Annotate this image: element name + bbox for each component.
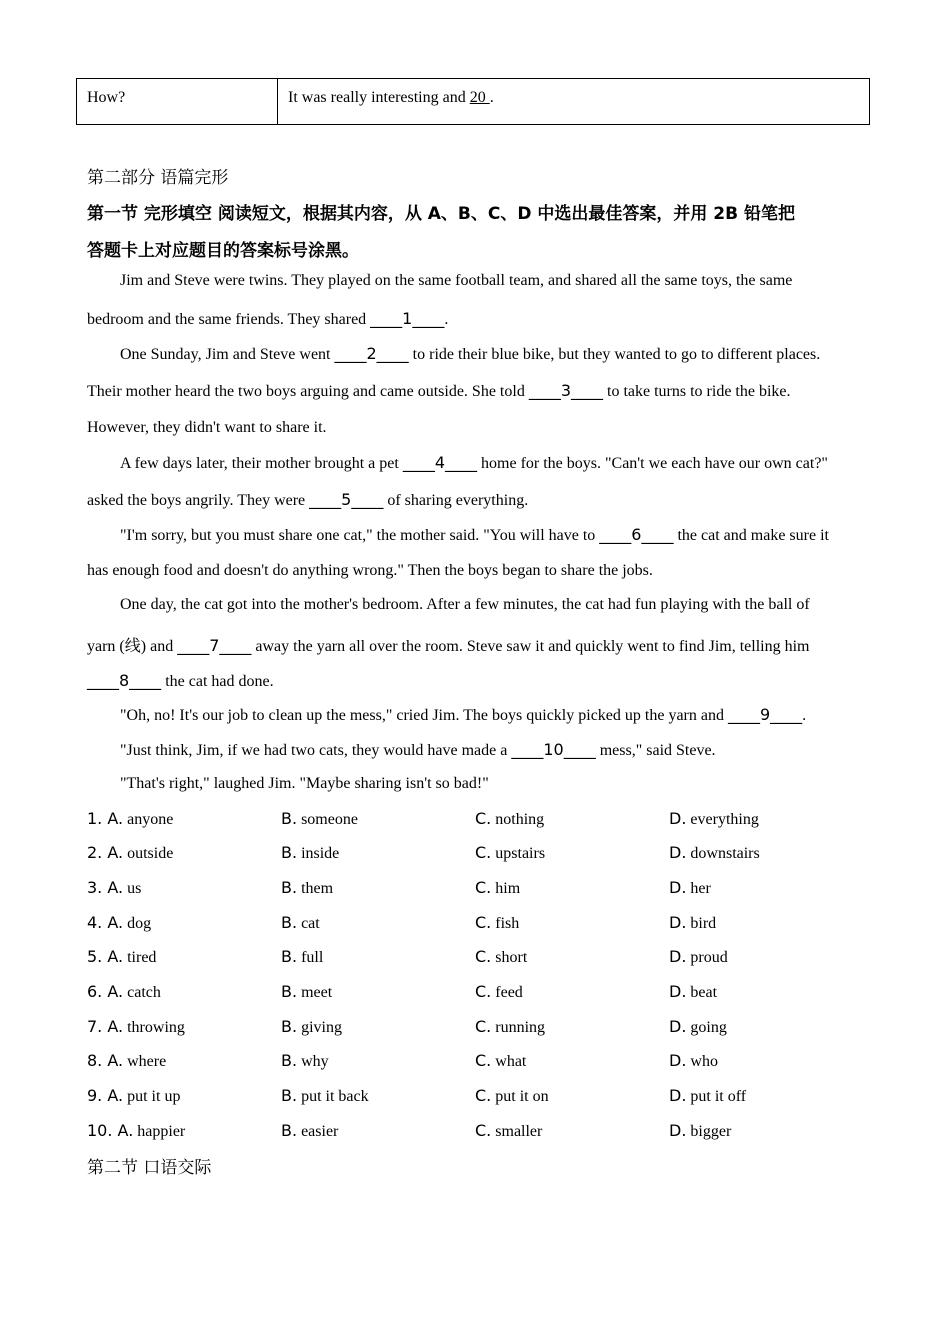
option-label: B. [281,982,298,1001]
option-label: C. [475,843,492,862]
question-3-option-d[interactable] [669,878,711,898]
option-label: 7. A. [87,1017,124,1036]
answer-text: It was really interesting and [288,89,470,106]
question-6-option-b[interactable] [281,982,332,1002]
option-label: 5. A. [87,947,124,966]
question-6-option-d[interactable] [669,982,717,1002]
question-3-option-c[interactable] [475,878,520,898]
option-text: her [690,880,711,897]
option-label: C. [475,913,492,932]
question-7-option-d[interactable] [669,1017,727,1037]
blank-5: ____5____ [309,490,384,509]
question-9-option-a[interactable] [87,1086,180,1106]
option-text: bird [690,915,717,932]
passage-p7-line1: "Just think, Jim, if we had two cats, they would have made a ____10____ mess," said Steve. [120,740,716,759]
blank-6: ____6____ [599,525,674,544]
question-1-option-a[interactable] [87,809,173,829]
option-text: everything [690,811,759,828]
option-text: put it on [495,1088,549,1105]
question-8-option-d[interactable] [669,1051,718,1071]
blank-4: ____4____ [402,453,478,472]
option-text: anyone [127,811,174,828]
option-label: 6. A. [87,982,124,1001]
blank-7: ____7____ [177,636,252,655]
question-7-option-c[interactable] [475,1017,545,1037]
option-label: D. [669,1121,687,1140]
option-text: short [495,949,528,966]
option-text: feed [495,984,523,1001]
option-text: fish [495,915,520,932]
passage-p4-line1: "I'm sorry, but you must share one cat," the mother said. "You will have to ____6____ the cat and make sure it [120,525,829,544]
option-text: tired [127,949,157,966]
question-3-option-b[interactable] [281,878,333,898]
option-text: running [495,1019,546,1036]
passage-p2-line1: One Sunday, Jim and Steve went ____2____ to ride their blue bike, but they wanted to go to different places. [120,344,821,363]
option-text: proud [690,949,728,966]
question-7-option-a[interactable] [87,1017,185,1037]
option-label: D. [669,878,687,897]
option-text: put it off [690,1088,747,1105]
option-label: C. [475,947,492,966]
question-2-option-a[interactable] [87,843,173,863]
question-2-option-b[interactable] [281,843,339,863]
question-6-option-a[interactable] [87,982,161,1002]
option-text: downstairs [690,845,760,862]
part2-heading: 第二部分 语篇完形 [87,168,229,188]
question-4-option-c[interactable] [475,913,519,933]
section2-heading: 第二节 口语交际 [87,1158,212,1178]
passage-p5-line2: yarn (线) and ____7____ away the yarn all over the room. Steve saw it and quickly went to find Jim, telling him [87,636,810,655]
question-10-option-a[interactable] [87,1121,185,1141]
option-label: B. [281,1121,298,1140]
option-text: nothing [495,811,545,828]
option-label: 1. A. [87,809,124,828]
option-text: smaller [495,1123,543,1140]
blank-9: ____9____ [727,705,803,724]
question-4-option-a[interactable] [87,913,151,933]
option-text: easier [301,1123,339,1140]
option-text: happier [137,1123,186,1140]
question-8-option-a[interactable] [87,1051,166,1071]
blank-1: ____1____ [370,309,445,328]
option-text: throwing [127,1019,185,1036]
option-text: full [301,949,324,966]
answer-period: . [489,89,494,106]
option-label: C. [475,1051,492,1070]
question-9-option-b[interactable] [281,1086,369,1106]
blank-3: ____3____ [528,381,604,400]
option-text: where [127,1053,167,1070]
option-text: outside [127,845,174,862]
option-text: put it back [301,1088,369,1105]
option-label: B. [281,1017,298,1036]
table-cell-how: How? [87,89,126,106]
question-10-option-b[interactable] [281,1121,338,1141]
question-1-option-b[interactable] [281,809,358,829]
blank-10: ____10____ [511,740,596,759]
option-label: B. [281,913,298,932]
option-label: B. [281,843,298,862]
option-text: cat [301,915,320,932]
option-text: why [301,1053,329,1070]
passage-p5-line1: One day, the cat got into the mother's bedroom. After a few minutes, the cat had fun playing with the ball of [120,596,810,613]
option-label: 2. A. [87,843,124,862]
option-label: D. [669,843,687,862]
question-6-option-c[interactable] [475,982,523,1002]
option-text: put it up [127,1088,181,1105]
option-label: C. [475,982,492,1001]
question-8-option-c[interactable] [475,1051,526,1071]
question-7-option-b[interactable] [281,1017,342,1037]
option-text: us [127,880,142,897]
option-label: D. [669,947,687,966]
option-label: B. [281,1051,298,1070]
option-text: beat [690,984,718,1001]
table-cell-answer [288,89,494,107]
option-text: who [690,1053,718,1070]
passage-p4-line2: has enough food and doesn't do anything wrong." Then the boys began to share the jobs. [87,562,653,579]
passage-p1-line2: bedroom and the same friends. They shared ____1____. [87,309,449,328]
question-8-option-b[interactable] [281,1051,329,1071]
option-label: B. [281,809,298,828]
question-10-option-c[interactable] [475,1121,542,1141]
option-label: D. [669,1017,687,1036]
option-text: upstairs [495,845,546,862]
option-text: him [495,880,521,897]
question-1-option-d[interactable] [669,809,759,829]
option-text: what [495,1053,527,1070]
option-label: D. [669,913,687,932]
passage-p3-line2: asked the boys angrily. They were ____5____ of sharing everything. [87,490,529,509]
option-text: meet [301,984,333,1001]
question-5-option-b[interactable] [281,947,323,967]
option-text: bigger [690,1123,732,1140]
passage-p5-line3: ____8____ the cat had done. [87,671,274,690]
option-label: 10. A. [87,1121,134,1140]
passage-p3-line1: A few days later, their mother brought a pet ____4____ home for the boys. "Can't we each have our own cat?" [120,453,828,472]
table-divider [277,79,278,124]
option-label: 4. A. [87,913,124,932]
option-label: C. [475,878,492,897]
option-label: D. [669,1086,687,1105]
option-label: C. [475,1017,492,1036]
blank-20: 20 [469,89,490,106]
question-2-option-d[interactable] [669,843,760,863]
option-label: B. [281,947,298,966]
option-text: going [690,1019,727,1036]
option-label: 8. A. [87,1051,124,1070]
question-4-option-d[interactable] [669,913,716,933]
option-label: C. [475,1121,492,1140]
option-label: D. [669,1051,687,1070]
question-3-option-a[interactable] [87,878,141,898]
question-2-option-c[interactable] [475,843,545,863]
option-label: C. [475,809,492,828]
question-5-option-d[interactable] [669,947,728,967]
passage-p2-line2: Their mother heard the two boys arguing and came outside. She told ____3____ to take turns to ride the bike. [87,381,791,400]
section1-instruction-line1: 第一节 完形填空 阅读短文，根据其内容，从 A、B、C、D 中选出最佳答案，并用 2B 铅笔把 [87,204,795,224]
passage-p6-line1: "Oh, no! It's our job to clean up the mess," cried Jim. The boys quickly picked up the yarn and ____9____. [120,705,807,724]
option-text: inside [301,845,340,862]
passage-p2-line3: However, they didn't want to share it. [87,419,327,436]
section1-instruction-line2: 答题卡上对应题目的答案标号涂黑。 [87,241,359,261]
option-text: someone [301,811,358,828]
question-10-option-d[interactable] [669,1121,731,1141]
question-5-option-c[interactable] [475,947,527,967]
question-9-option-d[interactable] [669,1086,746,1106]
blank-2: ____2____ [334,344,409,363]
option-label: C. [475,1086,492,1105]
option-label: D. [669,982,687,1001]
passage-p1-line1: Jim and Steve were twins. They played on the same football team, and shared all the same toys, the same [120,272,793,289]
option-text: dog [127,915,152,932]
blank-8: ____8____ [87,671,162,690]
option-label: B. [281,878,298,897]
option-text: giving [301,1019,342,1036]
question-5-option-a[interactable] [87,947,156,967]
question-9-option-c[interactable] [475,1086,549,1106]
info-table [76,78,870,125]
option-label: D. [669,809,687,828]
option-text: catch [127,984,161,1001]
question-1-option-c[interactable] [475,809,544,829]
option-label: B. [281,1086,298,1105]
question-4-option-b[interactable] [281,913,320,933]
passage-p8-line1: "That's right," laughed Jim. "Maybe sharing isn't so bad!" [120,775,489,792]
option-label: 9. A. [87,1086,124,1105]
option-text: them [301,880,334,897]
option-label: 3. A. [87,878,124,897]
